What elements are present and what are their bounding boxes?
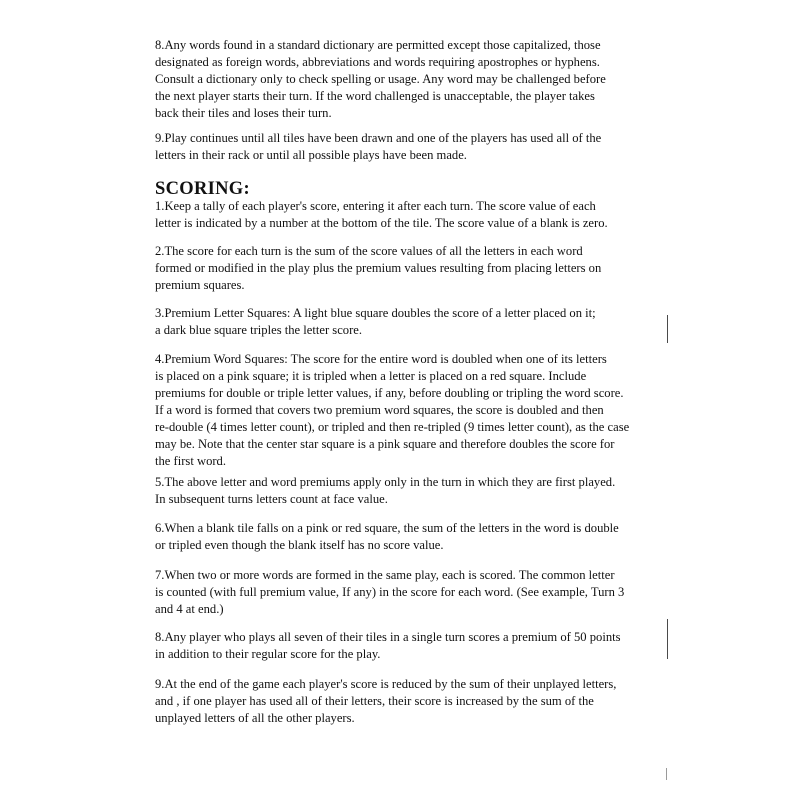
scoring-1-paragraph: 1.Keep a tally of each player's score, entering it after each turn. The score value of each letter is indicated by a number at the bottom of the tile. The score value of a blank is zero. — [155, 199, 608, 230]
rule-8-paragraph: 8.Any words found in a standard dictionary are permitted except those capitalized, those designated as foreign words, abbreviations and words requiring apostrophes or hyphens. Consult a dictionary only to check spelling or usage. Any word may be challenged before the next player starts their turn. If the word challenged is unacceptable, the player takes back their tiles and loses their turn. — [155, 38, 606, 120]
scoring-7-paragraph: 7.When two or more words are formed in the same play, each is scored. The common letter is counted (with full premium value, If any) in the score for each word. (See example, Turn 3 and 4 at end.) — [155, 568, 625, 616]
scan-artifact-line — [667, 315, 668, 343]
scoring-9-paragraph: 9.At the end of the game each player's score is reduced by the sum of their unplayed letters, and , if one player has used all of their letters, their score is increased by the sum of the unplayed letters of all the other players. — [155, 677, 617, 725]
scan-artifact-line — [667, 619, 668, 659]
rule-9-paragraph: 9.Play continues until all tiles have been drawn and one of the players has used all of the letters in their rack or until all possible plays have been made. — [155, 131, 602, 162]
scoring-8-paragraph: 8.Any player who plays all seven of their tiles in a single turn scores a premium of 50 points in addition to their regular score for the play. — [155, 630, 621, 661]
scoring-5-paragraph: 5.The above letter and word premiums apply only in the turn in which they are first played. In subsequent turns letters count at face value. — [155, 475, 616, 506]
scoring-3-paragraph: 3.Premium Letter Squares: A light blue square doubles the score of a letter placed on it; a dark blue square triples the letter score. — [155, 306, 596, 337]
scoring-2-paragraph: 2.The score for each turn is the sum of the score values of all the letters in each word formed or modified in the play plus the premium values resulting from placing letters on premium squares. — [155, 244, 602, 292]
scoring-6-paragraph: 6.When a blank tile falls on a pink or red square, the sum of the letters in the word is double or tripled even though the blank itself has no score value. — [155, 521, 619, 552]
scan-artifact-line — [666, 768, 667, 780]
scoring-heading: SCORING: — [155, 179, 250, 199]
scoring-4-paragraph: 4.Premium Word Squares: The score for the entire word is doubled when one of its letters is placed on a pink square; it is tripled when a letter is placed on a red square. Include premiums for double or triple letter values, if any, before doubling or tripling the word score. If a word is formed that covers two premium word squares, the score is doubled and then re-double (4 times letter count), or tripled and then re-tripled (9 times letter count), as the case may be. Note that the center star square is a pink square and therefore doubles the score for the first word. — [155, 352, 630, 468]
